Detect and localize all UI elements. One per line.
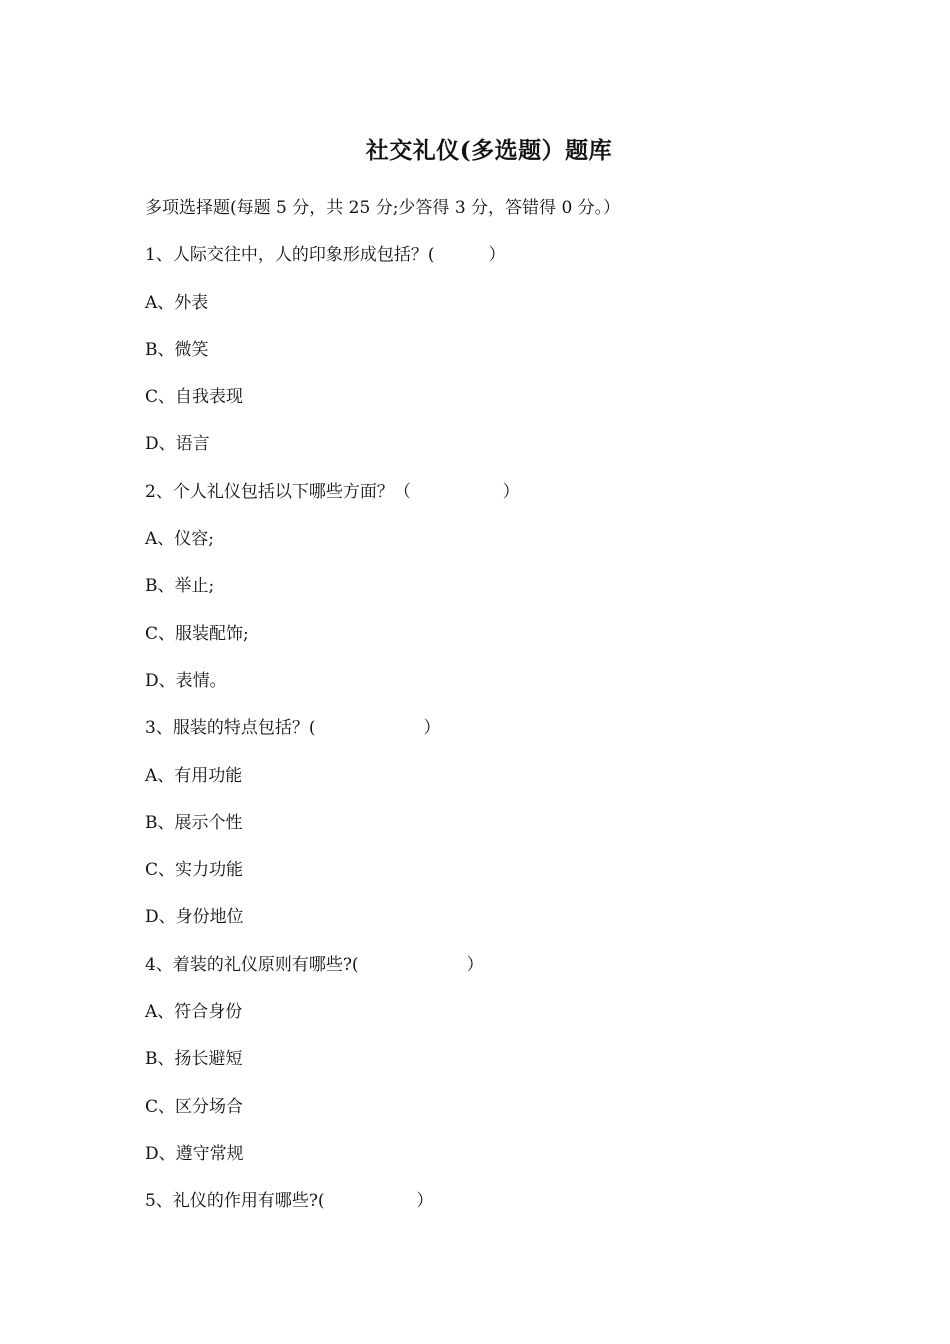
question-5: 5、礼仪的作用有哪些?( ） — [145, 1191, 434, 1212]
question-list — [145, 194, 845, 1235]
question-1-option-c: C、自我表现 — [145, 387, 244, 408]
document-title: 社交礼仪(多选题）题库 — [365, 137, 613, 164]
question-4-option-b: B、扬长避短 — [145, 1049, 243, 1070]
instructions-line: 多项选择题(每题 5 分，共 25 分;少答得 3 分，答错得 0 分。） — [145, 198, 621, 218]
question-2: 2、个人礼仪包括以下哪些方面？（ ） — [145, 481, 520, 502]
question-3-option-b: B、展示个性 — [145, 812, 243, 833]
question-1-option-b: B、微笑 — [145, 339, 209, 360]
question-2-option-c: C、服装配饰; — [145, 623, 249, 644]
question-2-option-a: A、仪容; — [145, 529, 215, 550]
question-2-option-b: B、举止; — [145, 576, 215, 597]
question-3-option-d: D、身份地位 — [145, 907, 244, 928]
question-4-option-d: D、遵守常规 — [145, 1143, 244, 1164]
question-3-option-a: A、有用功能 — [145, 765, 243, 786]
question-1: 1、人际交往中，人的印象形成包括？( ） — [145, 245, 506, 266]
question-3-option-c: C、实力功能 — [145, 860, 244, 881]
question-2-option-d: D、表情。 — [145, 670, 227, 691]
question-3: 3、服装的特点包括？( ） — [145, 718, 441, 739]
question-4-option-c: C、区分场合 — [145, 1096, 244, 1117]
question-4-option-a: A、符合身份 — [145, 1002, 243, 1023]
question-1-option-d: D、语言 — [145, 434, 210, 455]
question-1-option-a: A、外表 — [145, 292, 209, 313]
question-4: 4、着装的礼仪原则有哪些?( ） — [145, 954, 484, 975]
